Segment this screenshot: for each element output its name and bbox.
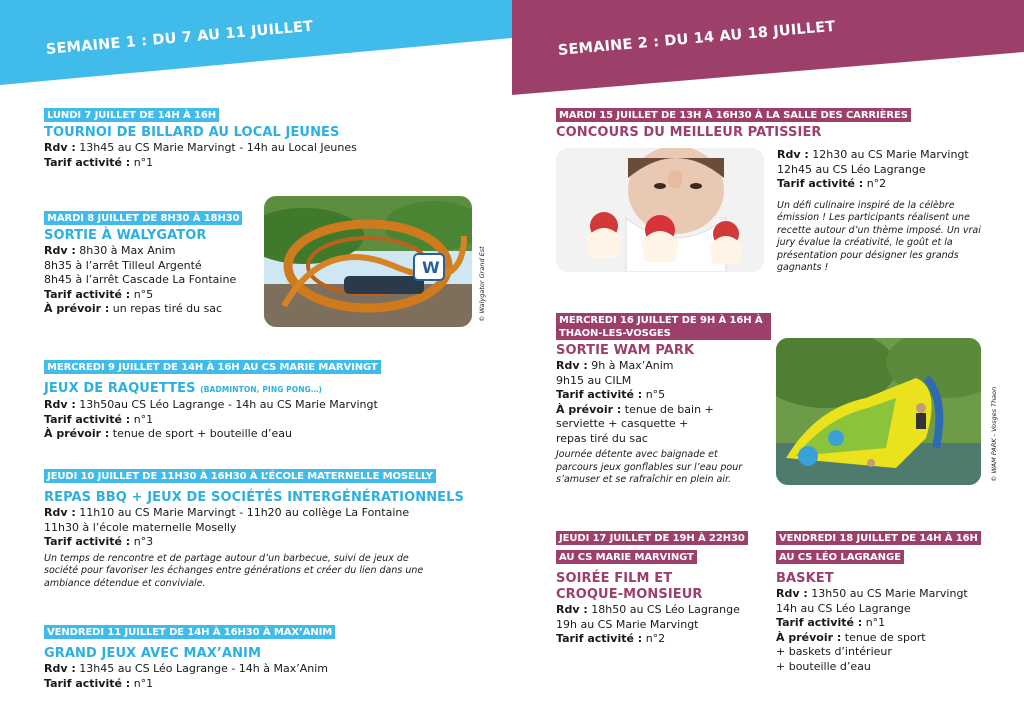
rollercoaster-photo [264, 196, 472, 327]
wam-park-image [776, 338, 981, 485]
tarif-value: n°1 [133, 676, 154, 690]
prevoir-value: tenue de sport [844, 630, 926, 644]
prevoir-label: À prévoir : [776, 630, 842, 644]
event-monday [44, 103, 484, 170]
rdv-value: 8h30 à Max Anim [79, 244, 176, 257]
event-title: CROQUE-MONSIEUR [556, 587, 703, 602]
event-thursday-w2 [556, 526, 771, 647]
week2-banner [512, 0, 1024, 110]
rdv-label: Rdv : [44, 141, 76, 154]
event-title: TOURNOI DE BILLARD AU LOCAL JEUNES [44, 125, 340, 140]
week2-title: SEMAINE 2 : DU 14 AU 18 JUILLET [557, 18, 837, 59]
rdv-value: 9h15 au CILM [556, 373, 632, 387]
rdv-label: Rdv : [44, 398, 76, 411]
rdv-label: Rdv : [777, 148, 809, 161]
wam-park-photo [776, 338, 981, 485]
tarif-label: Tarif activité : [556, 388, 643, 401]
event-title: CONCOURS DU MEILLEUR PATISSIER [556, 125, 822, 140]
event-tuesday-w2 [556, 103, 996, 141]
rdv-value: 11h10 au CS Marie Marvingt - 11h20 au collège La Fontaine [79, 506, 410, 519]
tarif-value: n°5 [133, 287, 154, 301]
rollercoaster-image [264, 196, 472, 327]
rdv-value: 13h45 au CS Léo Lagrange - 14h à Max’Anim [79, 662, 329, 675]
rdv-value: 11h30 à l’école maternelle Moselly [44, 520, 237, 534]
prevoir-label: À prévoir : [44, 427, 110, 440]
prevoir-value: + bouteille d’eau [776, 659, 871, 673]
rdv-value: 9h à Max’Anim [591, 359, 674, 372]
rdv-value: 8h45 à l’arrêt Cascade La Fontaine [44, 273, 237, 286]
tarif-value: n°1 [133, 412, 154, 426]
prevoir-value: repas tiré du sac [556, 431, 648, 445]
event-date: JEUDI 17 JUILLET DE 19H À 22H30 [556, 531, 748, 545]
tarif-label: Tarif activité : [776, 616, 863, 629]
week1-banner [0, 0, 512, 110]
rdv-label: Rdv : [44, 244, 76, 257]
week1-title: SEMAINE 1 : DU 7 AU 11 JUILLET [45, 18, 314, 58]
event-description: Un défi culinaire inspiré de la célèbre émission ! Les participants réalisent une recette autour d’un thème imposé. Un vrai jury évalue la créativité, le goût et la présentation pour désigner les grands gagnants ! [777, 199, 981, 273]
prevoir-label: À prévoir : [44, 302, 110, 315]
rdv-value: 19h au CS Marie Marvingt [556, 617, 699, 631]
prevoir-value: serviette + casquette + [556, 417, 689, 430]
rdv-value: 18h50 au CS Léo Lagrange [591, 603, 740, 616]
event-friday [44, 620, 484, 691]
event-wednesday-w2 [556, 313, 771, 487]
rdv-label: Rdv : [556, 603, 588, 616]
tarif-label: Tarif activité : [44, 287, 131, 301]
rdv-label: Rdv : [776, 587, 808, 600]
prevoir-value: tenue de bain + [624, 402, 714, 416]
event-title-note: (BADMINTON, PING PONG…) [200, 385, 323, 394]
tarif-value: n°3 [133, 535, 154, 548]
event-tuesday [44, 206, 264, 317]
event-date: AU CS MARIE MARVINGT [556, 550, 697, 564]
event-friday-w2 [776, 526, 991, 674]
rdv-value: 13h50 au CS Marie Marvingt [811, 587, 968, 600]
event-date: LUNDI 7 JUILLET DE 14H À 16H [44, 108, 219, 122]
pastry-photo [556, 148, 764, 272]
event-title: BASKET [776, 571, 834, 586]
rdv-value: 12h45 au CS Léo Lagrange [777, 162, 926, 176]
rdv-label: Rdv : [556, 359, 588, 372]
event-date: VENDREDI 11 JUILLET DE 14H À 16H30 À MAX’ANIM [44, 625, 335, 639]
event-date: AU CS LÉO LAGRANGE [776, 550, 904, 564]
tarif-value: n°5 [645, 388, 666, 401]
event-date: VENDREDI 18 JUILLET DE 14H À 16H [776, 531, 981, 545]
event-date: MERCREDI 9 JUILLET DE 14H À 16H AU CS MARIE MARVINGT [44, 360, 381, 374]
svg-text:W: W [422, 258, 440, 277]
event-title: SOIRÉE FILM ET [556, 571, 673, 586]
event-description: Un temps de rencontre et de partage autour d’un barbecue, suivi de jeux de société pour favoriser les échanges entre générations et créer du lien dans une ambiance détendue et conviviale. [44, 552, 424, 589]
tarif-label: Tarif activité : [556, 632, 643, 645]
event-title: JEUX DE RAQUETTES [44, 381, 196, 396]
event-tuesday-w2-details [777, 148, 987, 275]
tarif-label: Tarif activité : [44, 155, 131, 169]
tarif-label: Tarif activité : [44, 412, 131, 426]
event-title: SORTIE À WALYGATOR [44, 228, 207, 243]
event-description: Journée détente avec baignade et parcours jeux gonflables sur l’eau pour s’amuser et se rafraîchir en plein air. [556, 449, 743, 485]
tarif-value: n°2 [645, 632, 666, 645]
rdv-value: 12h30 au CS Marie Marvingt [812, 148, 969, 161]
tarif-value: n°1 [865, 616, 886, 629]
event-wednesday [44, 355, 484, 442]
photo-credit: © Walygator Grand Est [478, 246, 486, 322]
rdv-value: 13h50au CS Léo Lagrange - 14h au CS Marie Marvingt [79, 398, 378, 411]
prevoir-value: un repas tiré du sac [112, 302, 223, 315]
event-date: MERCREDI 16 JUILLET DE 9H À 16H À THAON-LES-VOSGES [556, 313, 771, 340]
event-title: GRAND JEUX AVEC MAX’ANIM [44, 646, 262, 661]
prevoir-value: + baskets d’intérieur [776, 645, 892, 658]
tarif-label: Tarif activité : [777, 177, 864, 190]
tarif-value: n°1 [133, 155, 154, 169]
photo-credit: © WAM PARK - Vosges Thaon [990, 386, 998, 482]
prevoir-value: tenue de sport + bouteille d’eau [112, 427, 292, 440]
event-title: SORTIE WAM PARK [556, 343, 695, 358]
rdv-label: Rdv : [44, 662, 76, 675]
tarif-label: Tarif activité : [44, 535, 131, 548]
event-thursday [44, 464, 464, 590]
event-date: MARDI 8 JUILLET DE 8H30 À 18H30 [44, 211, 242, 225]
event-title: REPAS BBQ + JEUX DE SOCIÉTÉS INTERGÉNÉRATIONNELS [44, 490, 465, 505]
event-date: MARDI 15 JUILLET DE 13H À 16H30 À LA SALLE DES CARRIÈRES [556, 108, 911, 122]
prevoir-label: À prévoir : [556, 402, 622, 416]
tarif-value: n°2 [866, 177, 887, 190]
rdv-value: 14h au CS Léo Lagrange [776, 601, 911, 615]
tarif-label: Tarif activité : [44, 676, 131, 690]
rdv-value: 8h35 à l’arrêt Tilleul Argenté [44, 258, 202, 272]
rdv-label: Rdv : [44, 506, 76, 519]
rdv-value: 13h45 au CS Marie Marvingt - 14h au Local Jeunes [79, 141, 357, 154]
pastry-image [556, 148, 764, 272]
event-date: JEUDI 10 JUILLET DE 11H30 À 16H30 À L’ÉCOLE MATERNELLE MOSELLY [44, 469, 436, 483]
